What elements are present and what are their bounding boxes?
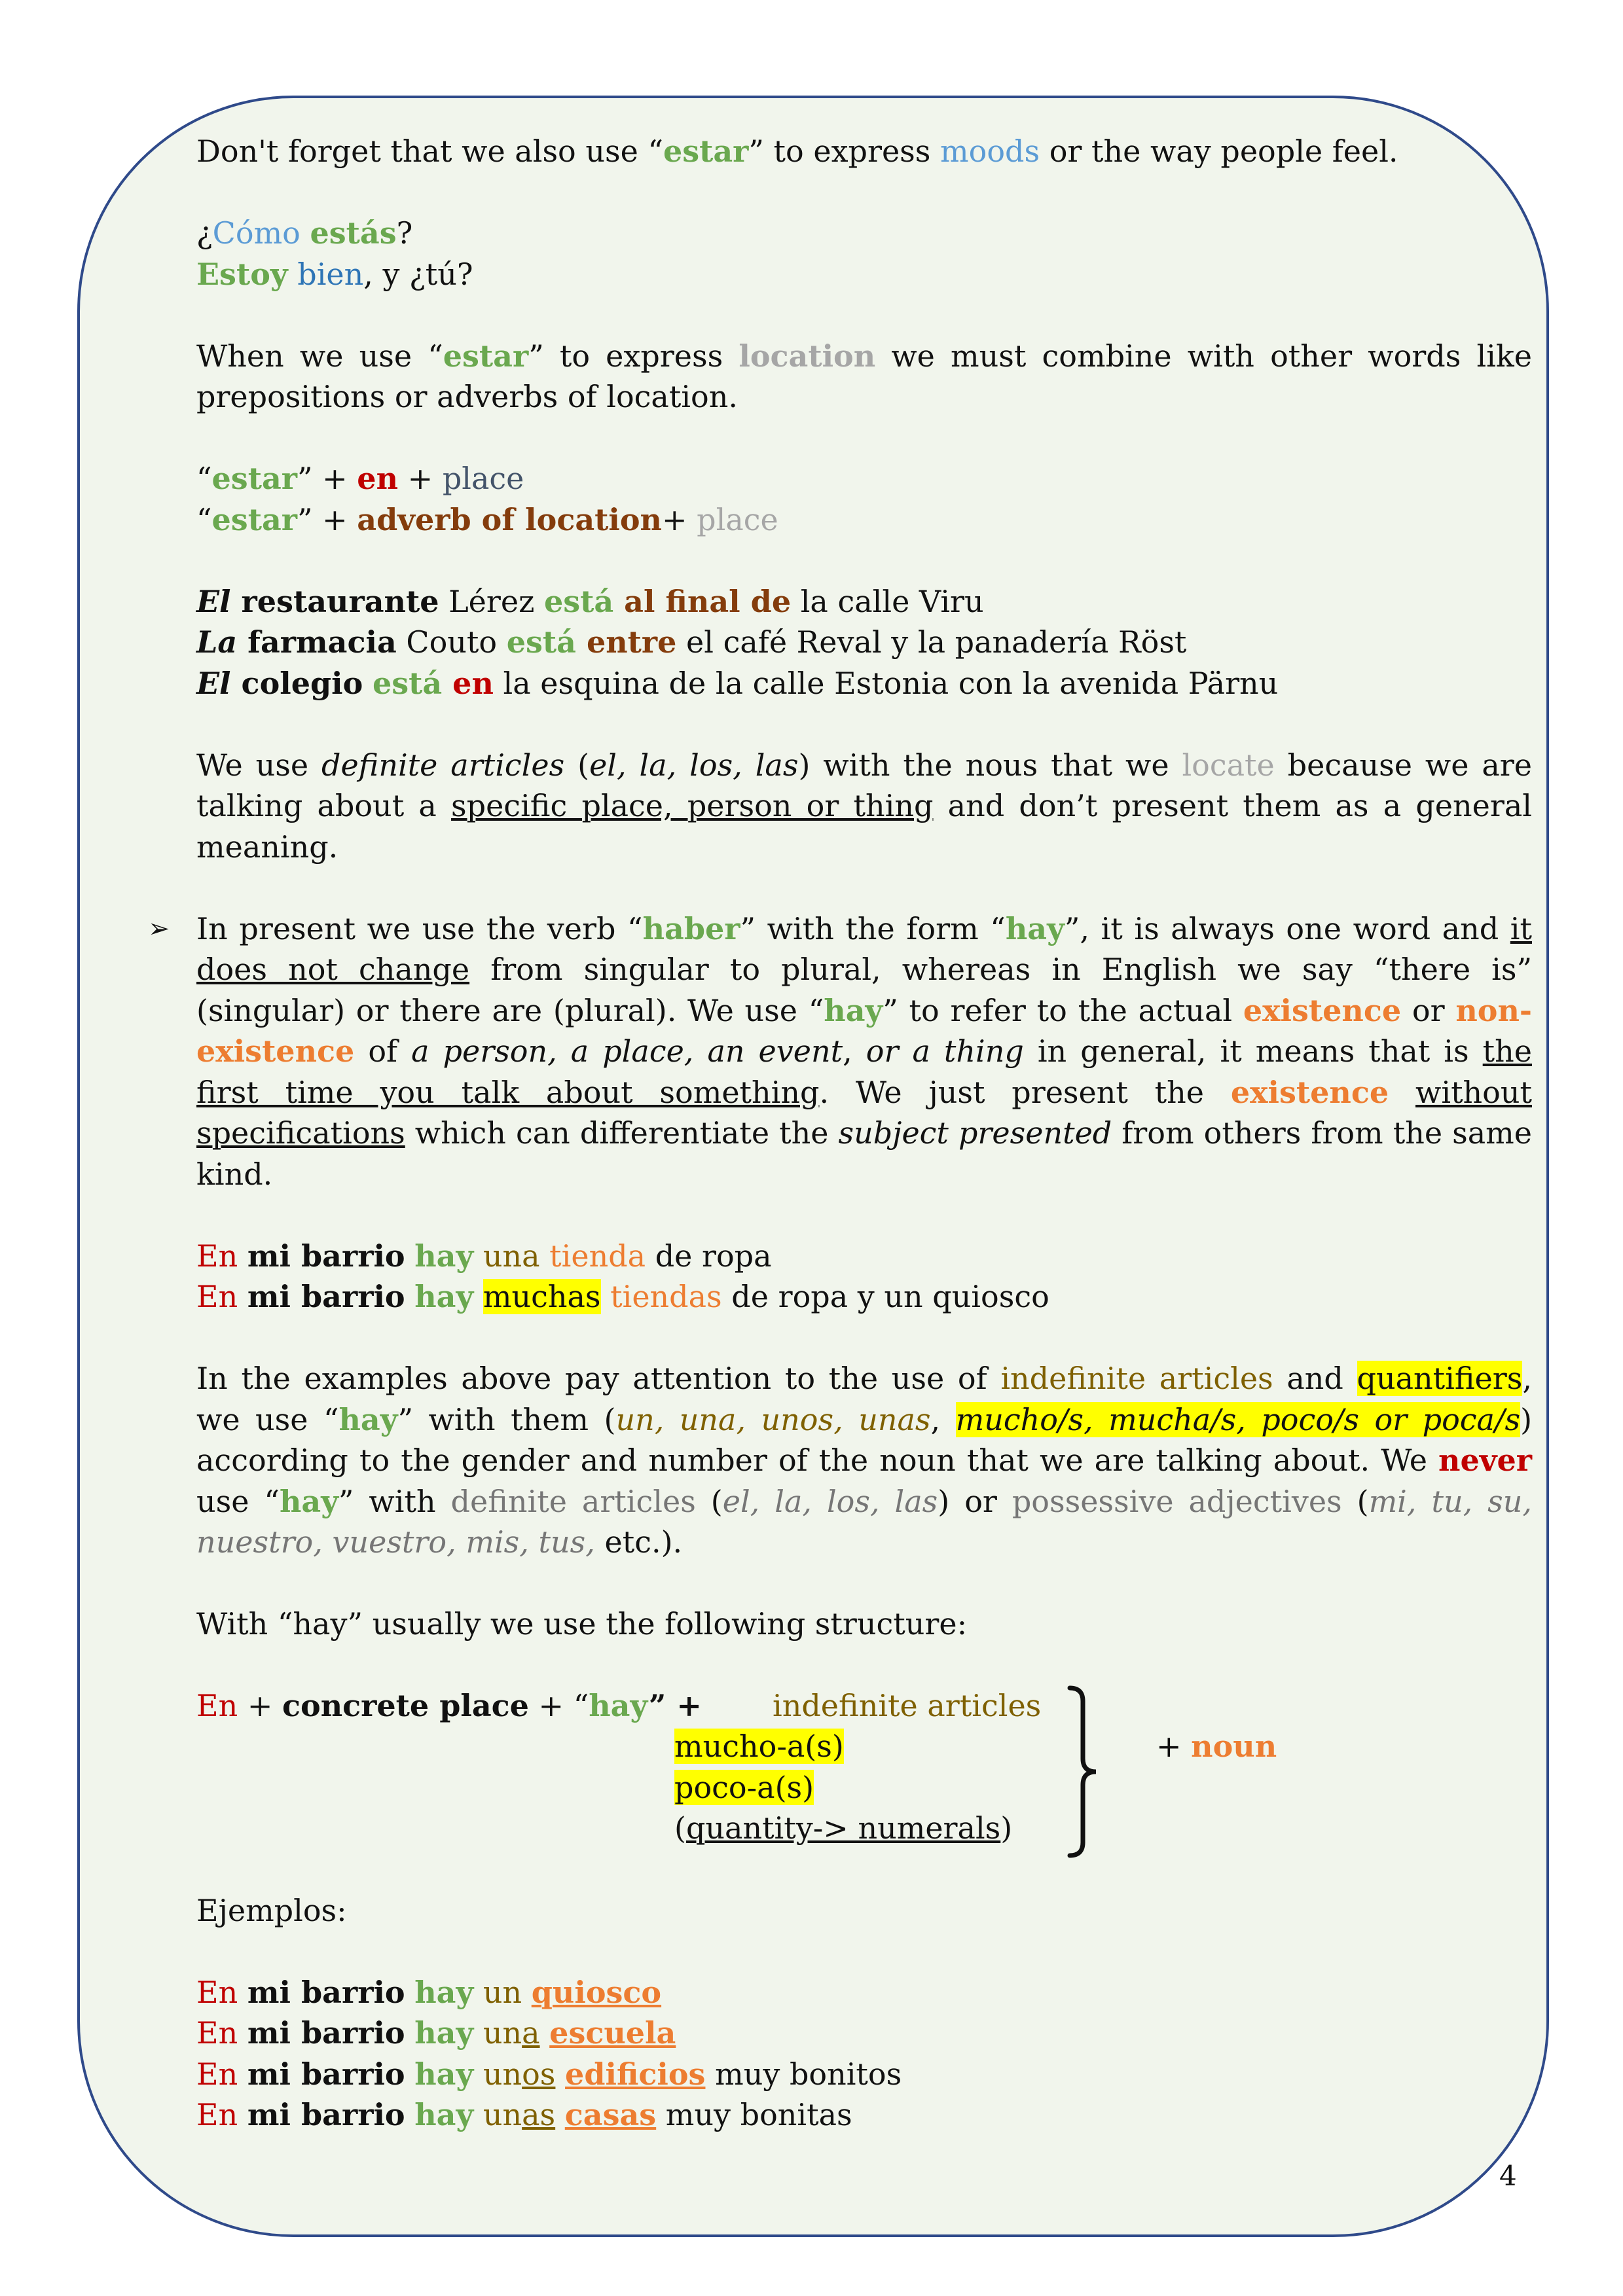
ejemplos-heading: Ejemplos: [196, 1892, 347, 1928]
dialog-question: ¿Cómo estás? [196, 215, 413, 251]
structure-plus-noun: + noun [1156, 1729, 1277, 1764]
page-number: 4 [1499, 2160, 1517, 2192]
example-farmacia: La farmacia Couto está entre el café Reval y la panadería Röst [196, 624, 1187, 660]
paragraph-quantifiers: In the examples above pay attention to the use of indefinite articles and quantifiers, we use “hay” with them (un, una, unos, unas, mucho/s, mucha/s, poco/s or poca/s) according to the gender and number of the noun that we are talking about. We never use “hay” with definite articles (el, la, los, las) or possessive adjectives (mi, tu, su, nuestro, vuestro, mis, tus, etc.). [196, 1361, 1533, 1560]
page-content [148, 131, 1533, 2136]
paragraph-moods: Don't forget that we also use “estar” to express moods or the way people feel. [196, 134, 1398, 169]
paragraph-structure-intro: With “hay” usually we use the following structure: [196, 1606, 968, 1641]
example-restaurante: El restaurante Lérez está al final de la calle Viru [196, 583, 984, 619]
example-tienda: En mi barrio hay una tienda de ropa [196, 1238, 772, 1274]
paragraph-definite-articles: We use definite articles (el, la, los, las) with the nous that we locate because we are talking about a specific place, person or thing and don’t present them as a general meaning. [196, 747, 1532, 865]
example-colegio: El colegio está en la esquina de la calle Estonia con la avenida Pärnu [196, 665, 1279, 701]
arrow-bullet-icon: ➢ [148, 913, 170, 944]
paragraph-haber: In present we use the verb “haber” with the form “hay”, it is always one word and it does not change from singular to plural, whereas in English we say “there is” (singular) or there are (plural). We use “hay” to refer to the actual existence or non-existence of a person, a place, an event, or a thing in general, it means that is the first time you talk about something. We just present the existence without specifications which can differentiate the subject presented from others from the same kind. [196, 910, 1533, 1192]
example-edificios: En mi barrio hay unos edificios muy bonitos [196, 2056, 902, 2092]
structure-option-mucho: mucho-a(s) [674, 1729, 844, 1764]
example-escuela: En mi barrio hay una escuela [196, 2015, 676, 2051]
structure-head: En + concrete place + “hay” + [196, 1688, 702, 1723]
structure-option-poco: poco-a(s) [674, 1770, 814, 1805]
example-tiendas: En mi barrio hay muchas tiendas de ropa y un quiosco [196, 1279, 1049, 1314]
hay-structure [196, 1685, 1532, 1849]
example-casas: En mi barrio hay unas casas muy bonitas [196, 2097, 852, 2132]
structure-option-numerals: (quantity-> numerals) [674, 1810, 1013, 1846]
bullet-haber [148, 908, 1533, 1195]
dialog-answer: Estoy bien, y ¿tú? [196, 256, 473, 292]
structure-option-indefinite: indefinite articles [773, 1688, 1042, 1723]
formula-estar-adverb: “estar” + adverb of location+ place [196, 501, 778, 537]
example-quiosco: En mi barrio hay un quiosco [196, 1974, 662, 2010]
right-brace-icon [1067, 1685, 1113, 1859]
paragraph-location: When we use “estar” to express location we must combine with other words like prepositions or adverbs of location. [196, 338, 1532, 414]
formula-estar-en: “estar” + en + place [196, 461, 524, 496]
